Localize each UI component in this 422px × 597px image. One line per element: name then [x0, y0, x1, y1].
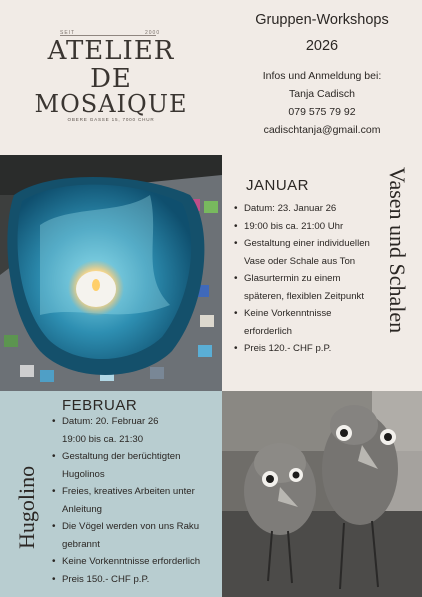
list-item: • 19:00 bis ca. 21:00 Uhr: [232, 218, 402, 236]
list-item: • Datum: 20. Februar 26: [50, 413, 220, 431]
list-item: • Preis 150.- CHF p.P.: [50, 571, 220, 589]
list-item: • Freies, kreatives Arbeiten unter: [50, 483, 220, 501]
contact-name: Tanja Cadisch: [289, 88, 355, 100]
january-title: JANUAR: [246, 177, 310, 194]
logo-line-2: DE: [90, 64, 132, 94]
list-item: • Datum: 23. Januar 26: [232, 200, 402, 218]
list-item: Vase oder Schale aus Ton: [244, 255, 356, 267]
january-details-list: [232, 200, 402, 358]
contact-header: [222, 0, 422, 155]
header-title-line-1: Gruppen-Workshops: [255, 12, 389, 28]
list-item: • Preis 120.- CHF p.P.: [232, 340, 402, 358]
list-item: • Gestaltung einer individuellen: [232, 235, 402, 253]
logo-line-1: ATELIER: [47, 36, 175, 66]
birds-photo: [222, 391, 422, 597]
february-details-list: [50, 413, 220, 588]
hugolino-birds-icon: [222, 391, 422, 597]
list-item: gebrannt: [62, 538, 100, 550]
contact-phone[interactable]: 079 575 79 92: [288, 106, 356, 118]
list-item: • Keine Vorkenntnisse: [232, 305, 402, 323]
ceramic-bowl-candle-icon: [0, 155, 222, 391]
list-item: Hugolinos: [62, 468, 105, 480]
logo-year: 2000: [145, 30, 161, 36]
atelier-logo: [0, 0, 222, 155]
logo-address: OBERE GASSE 15, 7000 CHUR: [67, 117, 155, 122]
list-item: Anleitung: [62, 503, 103, 515]
february-side-title: Hugolino: [14, 465, 39, 549]
logo-since: SEIT: [60, 30, 76, 36]
list-item: • Die Vögel werden von uns Raku: [50, 518, 220, 536]
list-item: 19:00 bis ca. 21:30: [62, 433, 144, 445]
logo-line-3: MOSAIQUE: [34, 90, 188, 118]
list-item: • Keine Vorkenntnisse erforderlich: [50, 553, 220, 571]
january-panel: [222, 155, 422, 391]
bowl-photo: [0, 155, 222, 391]
february-title: FEBRUAR: [62, 397, 138, 414]
header-title-line-2: 2026: [305, 38, 339, 54]
list-item: • Glasurtermin zu einem: [232, 270, 402, 288]
list-item: • Gestaltung der berüchtigten: [50, 448, 220, 466]
contact-email[interactable]: cadischtanja@gmail.com: [263, 124, 381, 136]
info-label: Infos und Anmeldung bei:: [262, 70, 382, 82]
list-item: späteren, flexiblen Zeitpunkt: [244, 290, 364, 302]
february-panel: [0, 391, 222, 597]
january-side-title: Vasen und Schalen: [385, 167, 410, 334]
list-item: erforderlich: [244, 325, 292, 337]
